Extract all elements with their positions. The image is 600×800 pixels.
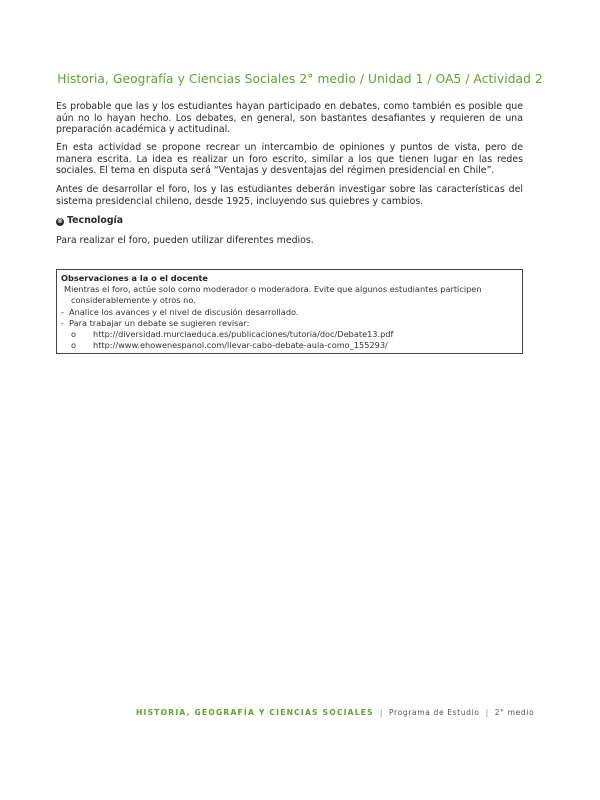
teacher-notes-intro-line: Mientras el foro, actúe solo como moderador o moderadora. Evite que algunos estudiantes participen <box>64 284 482 295</box>
teacher-notes-title: Observaciones a la o el docente <box>61 273 208 283</box>
footer-subject: HISTORIA, GEOGRAFÍA Y CIENCIAS SOCIALES <box>136 708 374 717</box>
footer-program: Programa de Estudio <box>389 708 480 717</box>
intro-paragraph: Es probable que las y los estudiantes hayan participado en debates, como también es posible que aún no lo hayan hecho. Los debates, en general, son bastantes desafiantes y requieren de una preparación académica y actitudinal. <box>56 101 523 136</box>
reference-link-row <box>61 329 518 340</box>
dash-marker: - <box>61 306 64 317</box>
teacher-notes-bullet <box>61 307 518 318</box>
page-footer <box>136 708 535 717</box>
technology-bullet-icon: ® <box>57 218 63 225</box>
reference-link-row <box>61 340 518 351</box>
activity-paragraph: En esta actividad se propone recrear un intercambio de opiniones y puntos de vista, pero de manera escrita. La idea es realizar un foro escrito, similar a los que tienen lugar en las redes sociales. El tema en disputa será “Ventajas y desventajas del régimen presidencial en Chile”. <box>56 142 523 177</box>
bullet-text: Para trabajar un debate se sugieren revisar: <box>69 317 250 328</box>
circle-marker: o <box>71 340 77 351</box>
teacher-notes-bullet <box>61 318 518 329</box>
teacher-notes-box <box>56 269 523 354</box>
circle-marker: o <box>71 329 77 340</box>
dash-marker: - <box>61 317 64 328</box>
research-paragraph: Antes de desarrollar el foro, los y las estudiantes deberán investigar sobre las características del sistema presidencial chileno, desde 1925, incluyendo sus quiebres y cambios. <box>56 184 523 207</box>
reference-link[interactable]: http://diversidad.murciaeduca.es/publicaciones/tutoria/doc/Debate13.pdf <box>93 329 394 340</box>
footer-separator: | <box>485 708 489 717</box>
page-title: Historia, Geografía y Ciencias Sociales 2° medio / Unidad 1 / OA5 / Actividad 2 <box>57 72 543 86</box>
technology-heading-label: Tecnología <box>67 215 124 226</box>
technology-paragraph: Para realizar el foro, pueden utilizar diferentes medios. <box>56 235 314 246</box>
teacher-notes-intro-line: considerablemente y otros no. <box>71 295 196 306</box>
technology-heading <box>56 215 123 226</box>
footer-grade: 2° medio <box>494 708 535 717</box>
footer-separator: | <box>379 708 384 717</box>
reference-link[interactable]: http://www.ehowenespanol.com/llevar-cabo-debate-aula-como_155293/ <box>93 340 388 351</box>
bullet-text: Analice los avances y el nivel de discusión desarrollado. <box>69 306 299 317</box>
